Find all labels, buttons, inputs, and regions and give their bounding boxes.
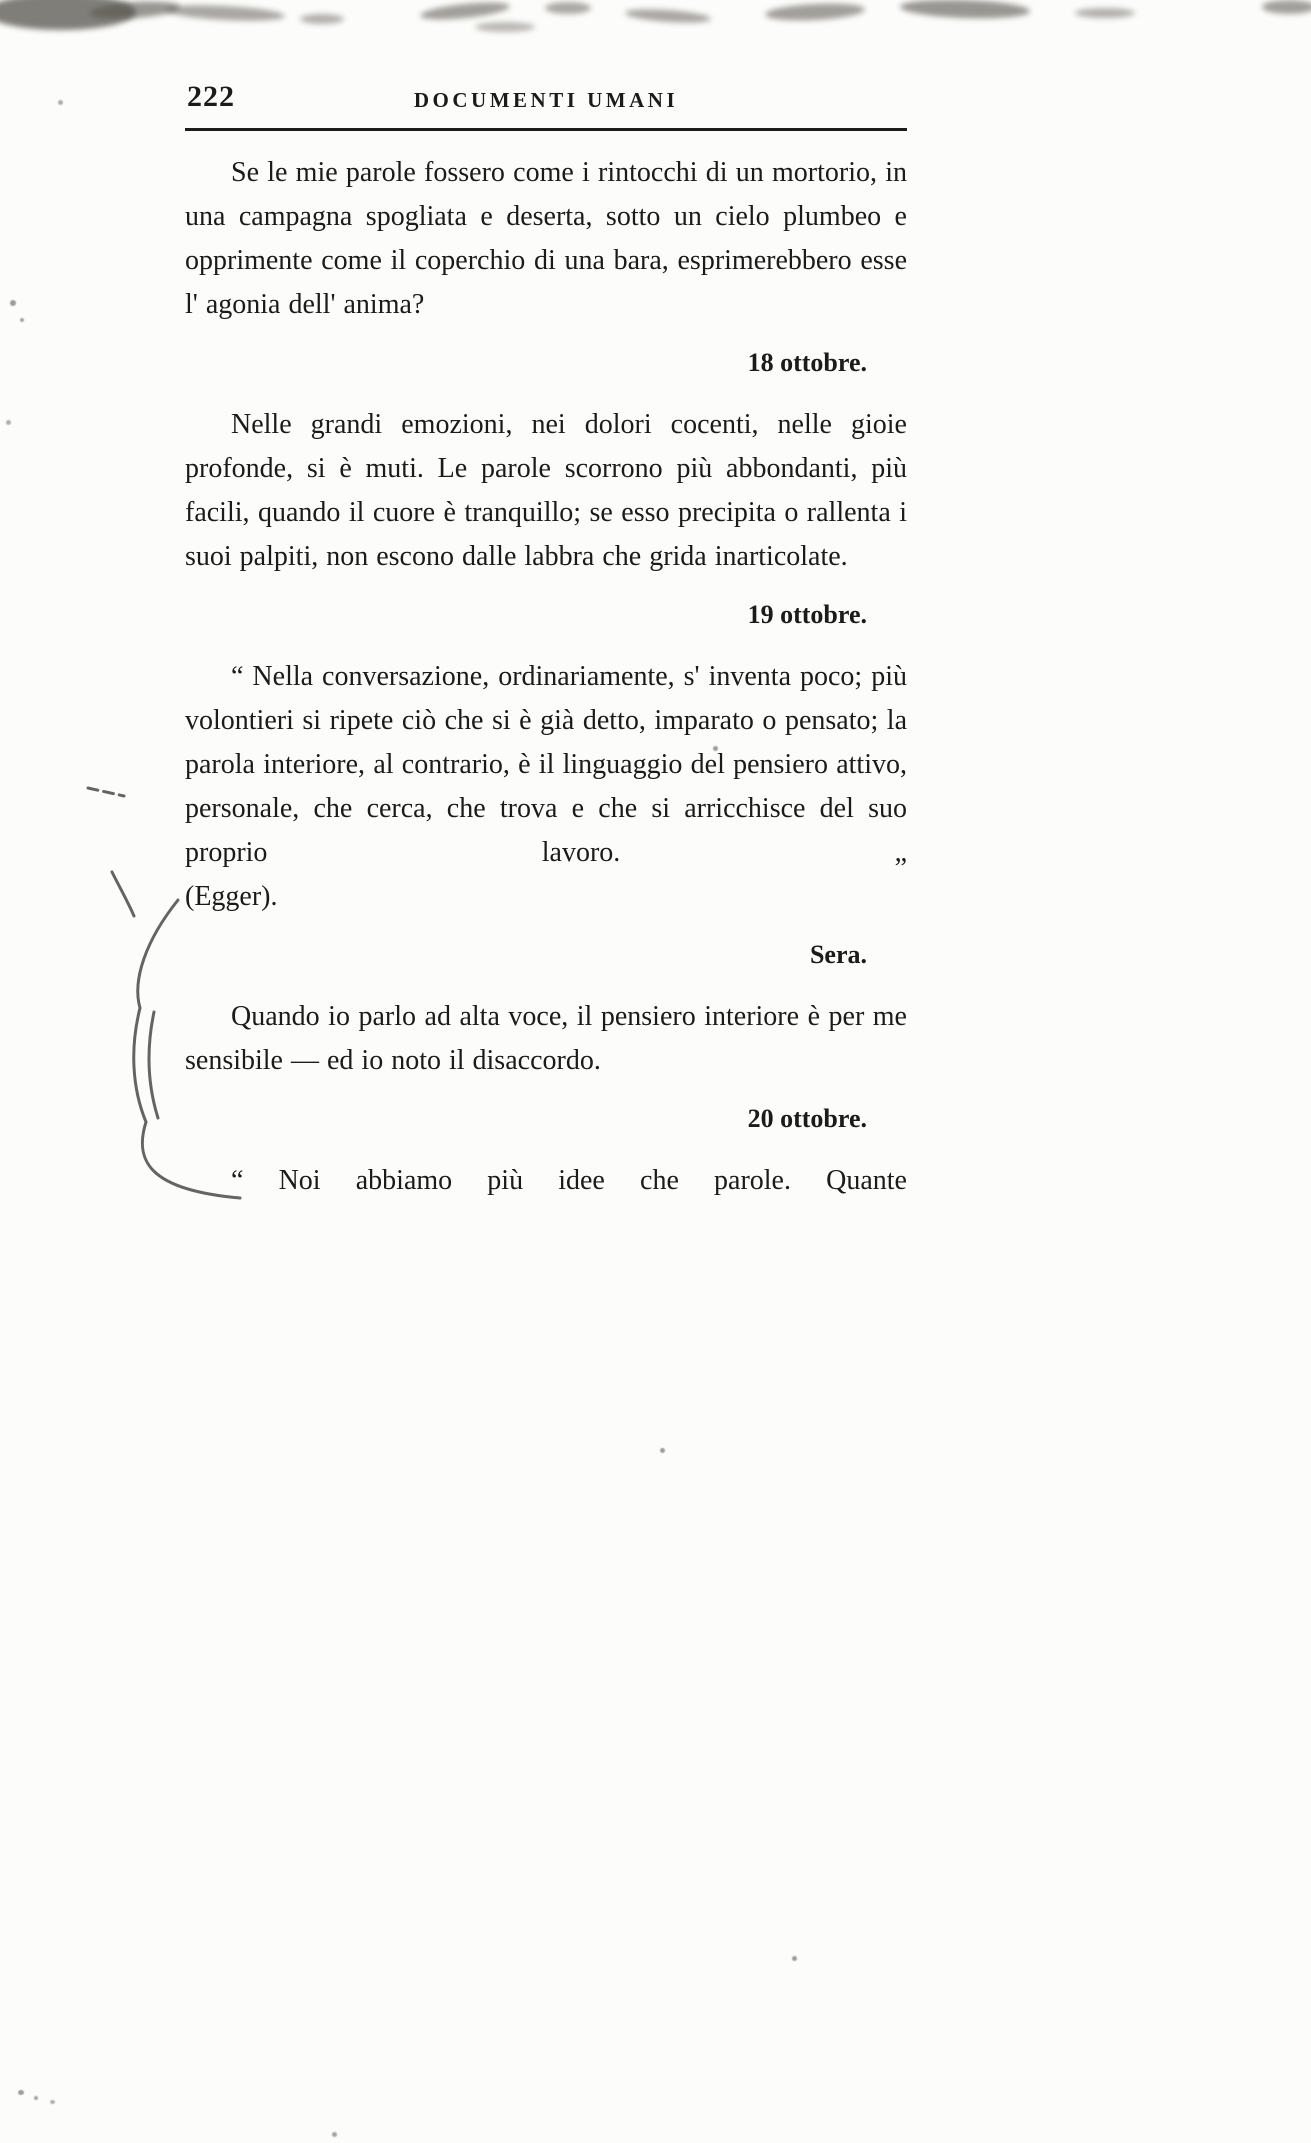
- scan-artifact: [900, 0, 1031, 20]
- paragraph: Nelle grandi emozioni, nei dolori cocenti, nelle gioie profonde, si è muti. Le parole scorrono più abbondanti, più facili, quando il cuore è tranquillo; se esso precipita o rallenta i suoi palpiti, non escono dalle labbra che grida inarticolate.: [185, 409, 907, 572]
- scan-artifact: [300, 14, 344, 24]
- running-header: DOCUMENTI UMANI: [413, 88, 679, 112]
- date-heading: 20 ottobre.: [747, 1104, 867, 1133]
- scan-artifact: [58, 100, 63, 105]
- date-heading: 18 ottobre.: [747, 348, 867, 377]
- scan-artifact: [625, 7, 712, 25]
- scan-artifact: [660, 1448, 665, 1453]
- scan-artifact: [1075, 8, 1135, 18]
- scan-artifact: [1262, 0, 1311, 14]
- attribution: (Egger).: [185, 881, 278, 912]
- scan-artifact: [545, 2, 591, 14]
- header-rule: [185, 128, 907, 131]
- scan-artifact: [10, 300, 16, 306]
- scan-artifact: [18, 2090, 24, 2095]
- scan-artifact: [165, 3, 286, 23]
- scan-artifact: [6, 420, 11, 425]
- paragraph: “ Nella conversazione, ordinariamente, s' inventa poco; più volontieri si ripete ciò che si è già detto, imparato o pensato; la parola interiore, al contrario, è il linguaggio del pensiero attivo, personale, che cerca, che trova e che si arricchisce del suo proprio lavoro. „: [185, 661, 907, 868]
- date-heading: 19 ottobre.: [747, 600, 867, 629]
- scan-artifact: [765, 1, 866, 22]
- scan-artifact: [20, 318, 24, 322]
- page-number: 222: [187, 80, 235, 113]
- text-column: [185, 78, 907, 1203]
- date-heading: Sera.: [809, 940, 867, 969]
- scan-artifact: [420, 0, 511, 23]
- scan-artifact: [792, 1956, 797, 1961]
- scan-artifact: [332, 2132, 337, 2137]
- scan-artifact: [34, 2096, 38, 2100]
- paragraph: Se le mie parole fossero come i rintocchi di un mortorio, in una campagna spogliata e deserta, sotto un cielo plumbeo e opprimente come il coperchio di una bara, esprimerebbero esse l' agonia dell' anima?: [185, 157, 907, 320]
- paragraph: “ Noi abbiamo più idee che parole. Quante: [231, 1165, 907, 1196]
- paragraph: Quando io parlo ad alta voce, il pensiero interiore è per me sensibile — ed io noto il disaccordo.: [185, 1001, 907, 1076]
- scan-artifact: [50, 2100, 55, 2104]
- scan-artifact: [475, 22, 535, 32]
- page-header: [185, 78, 907, 126]
